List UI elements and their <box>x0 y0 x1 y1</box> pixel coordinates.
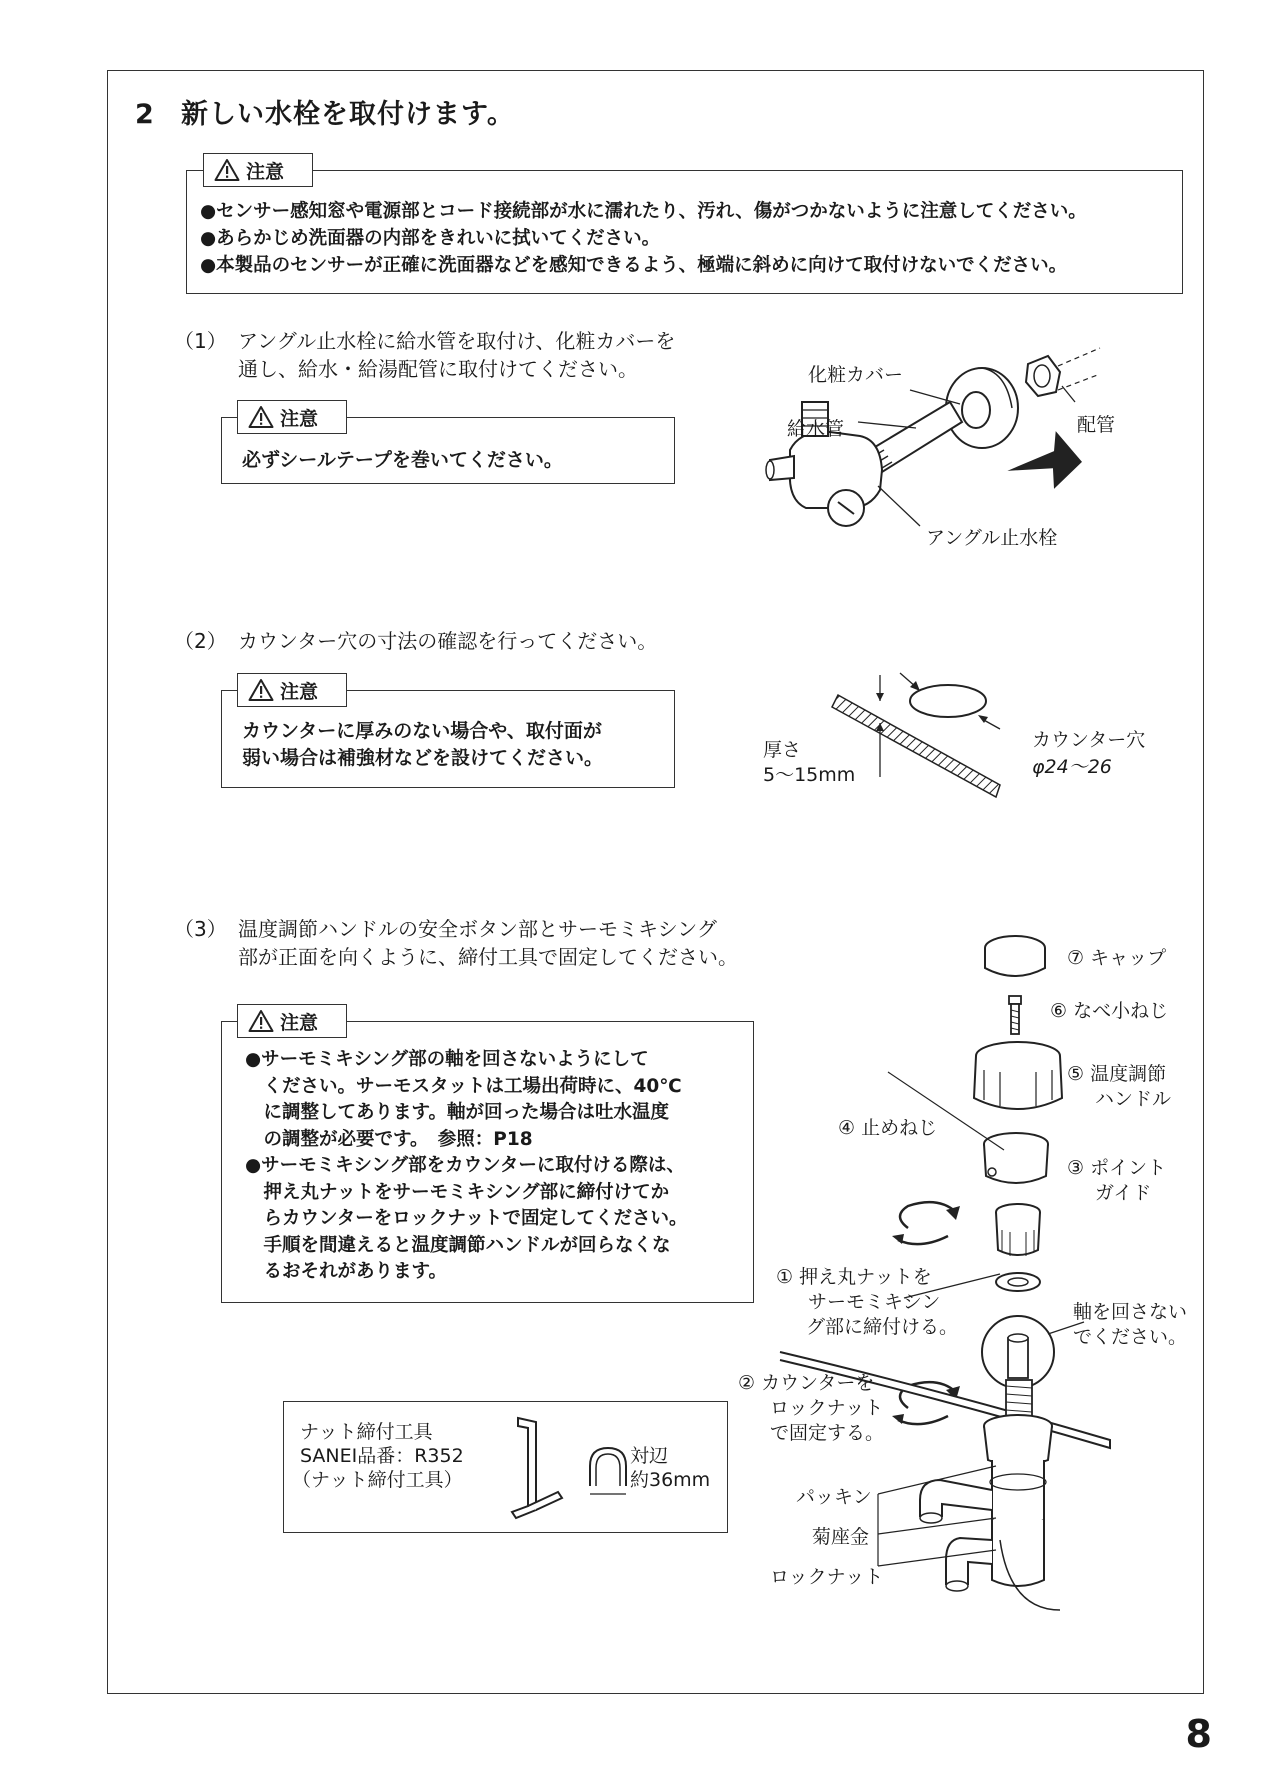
warning-icon <box>214 158 240 182</box>
wrench-tool-icon <box>508 1414 588 1524</box>
step3-caution-line: らカウンターをロックナットで固定してください。 <box>245 1208 688 1229</box>
step1-text <box>238 327 675 383</box>
step3-caution-line: るおそれがあります。 <box>245 1261 448 1282</box>
step2-caution-tag <box>237 673 347 707</box>
caution-label: 注意 <box>280 407 319 430</box>
step2-caution-line: カウンターに厚みのない場合や、取付面が <box>242 720 602 742</box>
label-thickness-value: 5〜15mm <box>763 764 856 786</box>
step1-caution-text: 必ずシールテープを巻いてください。 <box>242 449 563 471</box>
step3-number: （3） <box>174 917 227 941</box>
step3-caution-line: の調整が必要です。 参照：P18 <box>245 1128 533 1150</box>
step3-caution-text <box>245 1047 688 1286</box>
section-title <box>135 92 515 131</box>
page-number: 8 <box>1185 1712 1212 1756</box>
tool-size-value: 約36mm <box>630 1469 711 1491</box>
tool-size-icon <box>584 1442 634 1502</box>
section-number: 2 <box>135 99 155 130</box>
label-counter-hole-value: φ24〜26 <box>1032 756 1112 778</box>
main-caution-tag <box>203 153 313 187</box>
part-counter-2: ロックナット <box>770 1397 884 1419</box>
step3-caution-line: ください。サーモスタットは工場出荷時に、40℃ <box>245 1075 682 1097</box>
part-handle: ⑤ 温度調節 <box>1067 1063 1167 1085</box>
shaft-note-2: でください。 <box>1073 1326 1188 1348</box>
tool-size-label: 対辺 <box>630 1445 669 1467</box>
main-caution-line: ●あらかじめ洗面器の内部をきれいに拭いてください。 <box>200 228 661 249</box>
step2-number: （2） <box>174 629 227 653</box>
step3-caution-line: 押え丸ナットをサーモミキシング部に締付けてか <box>245 1181 670 1203</box>
warning-icon <box>248 1009 274 1033</box>
step3-line: 温度調節ハンドルの安全ボタン部とサーモミキシング <box>238 917 717 941</box>
main-caution-text <box>200 198 1087 279</box>
step1-line: 通し、給水・給湯配管に取付けてください。 <box>238 357 638 381</box>
step1 <box>174 327 734 387</box>
label-counter-hole: カウンター穴 <box>1032 729 1146 751</box>
warning-icon <box>248 405 274 429</box>
step3-text <box>238 915 738 971</box>
step2-caution-text <box>242 718 603 772</box>
step2-caution-line: 弱い場合は補強材などを設けてください。 <box>242 747 604 769</box>
step3-caution-line: 手順を間違えると温度調節ハンドルが回らなくな <box>245 1234 671 1256</box>
caution-label: 注意 <box>246 160 285 183</box>
part-locknut: ロックナット <box>770 1566 884 1588</box>
caution-label: 注意 <box>280 1011 319 1034</box>
label-angle-valve: アングル止水栓 <box>926 527 1058 549</box>
label-thickness: 厚さ <box>763 739 802 761</box>
part-nut: ① 押え丸ナットを <box>776 1266 932 1288</box>
label-supply-pipe: 給水管 <box>787 418 845 440</box>
shaft-note: 軸を回さない <box>1073 1301 1188 1323</box>
step3-caution-line: ●サーモミキシング部の軸を回さないようにして <box>245 1049 649 1070</box>
tool-box <box>283 1401 728 1533</box>
step3 <box>174 915 774 975</box>
step3-line: 部が正面を向くように、締付工具で固定してください。 <box>238 945 738 969</box>
part-washer: 菊座金 <box>812 1526 870 1548</box>
part-nut-3: グ部に締付ける。 <box>806 1316 959 1338</box>
part-guide-2: ガイド <box>1095 1182 1152 1204</box>
caution-label: 注意 <box>280 680 319 703</box>
tool-line: ナット締付工具 <box>300 1421 433 1443</box>
part-screw: ⑥ なべ小ねじ <box>1050 1000 1169 1022</box>
step1-number: （1） <box>174 329 227 353</box>
step3-caution-tag <box>237 1004 347 1038</box>
tool-line: SANEI品番：R352 <box>300 1445 464 1467</box>
warning-icon <box>248 678 274 702</box>
tool-line: （ナット締付工具） <box>292 1469 463 1491</box>
counter-hole-illustration <box>830 665 1050 805</box>
main-caution-line: ●本製品のセンサーが正確に洗面器などを感知できるよう、極端に斜めに向けて取付けないでください。 <box>200 255 1068 276</box>
part-packing: パッキン <box>796 1486 872 1508</box>
part-set-screw: ④ 止めねじ <box>838 1117 938 1139</box>
step3-caution-line: に調整してあります。軸が回った場合は吐水温度 <box>245 1102 670 1123</box>
step2 <box>174 627 734 657</box>
main-caution-line: ●センサー感知窓や電源部とコード接続部が水に濡れたり、汚れ、傷がつかないように注意してください。 <box>200 201 1087 222</box>
label-cover: 化粧カバー <box>808 364 904 386</box>
part-counter-3: で固定する。 <box>770 1422 885 1444</box>
part-cap: ⑦ キャップ <box>1067 947 1167 969</box>
part-guide: ③ ポイント <box>1067 1157 1167 1179</box>
label-piping: 配管 <box>1077 414 1116 436</box>
part-counter: ② カウンターを <box>738 1372 875 1394</box>
part-handle-2: ハンドル <box>1095 1088 1172 1110</box>
part-nut-2: サーモミキシン <box>808 1291 941 1313</box>
section-title-text: 新しい水栓を取付けます。 <box>181 99 515 130</box>
step2-text: カウンター穴の寸法の確認を行ってください。 <box>238 629 658 653</box>
step3-caution-line: ●サーモミキシング部をカウンターに取付ける際は、 <box>245 1155 685 1176</box>
step1-caution-tag <box>237 400 347 434</box>
step1-line: アングル止水栓に給水管を取付け、化粧カバーを <box>238 329 676 353</box>
